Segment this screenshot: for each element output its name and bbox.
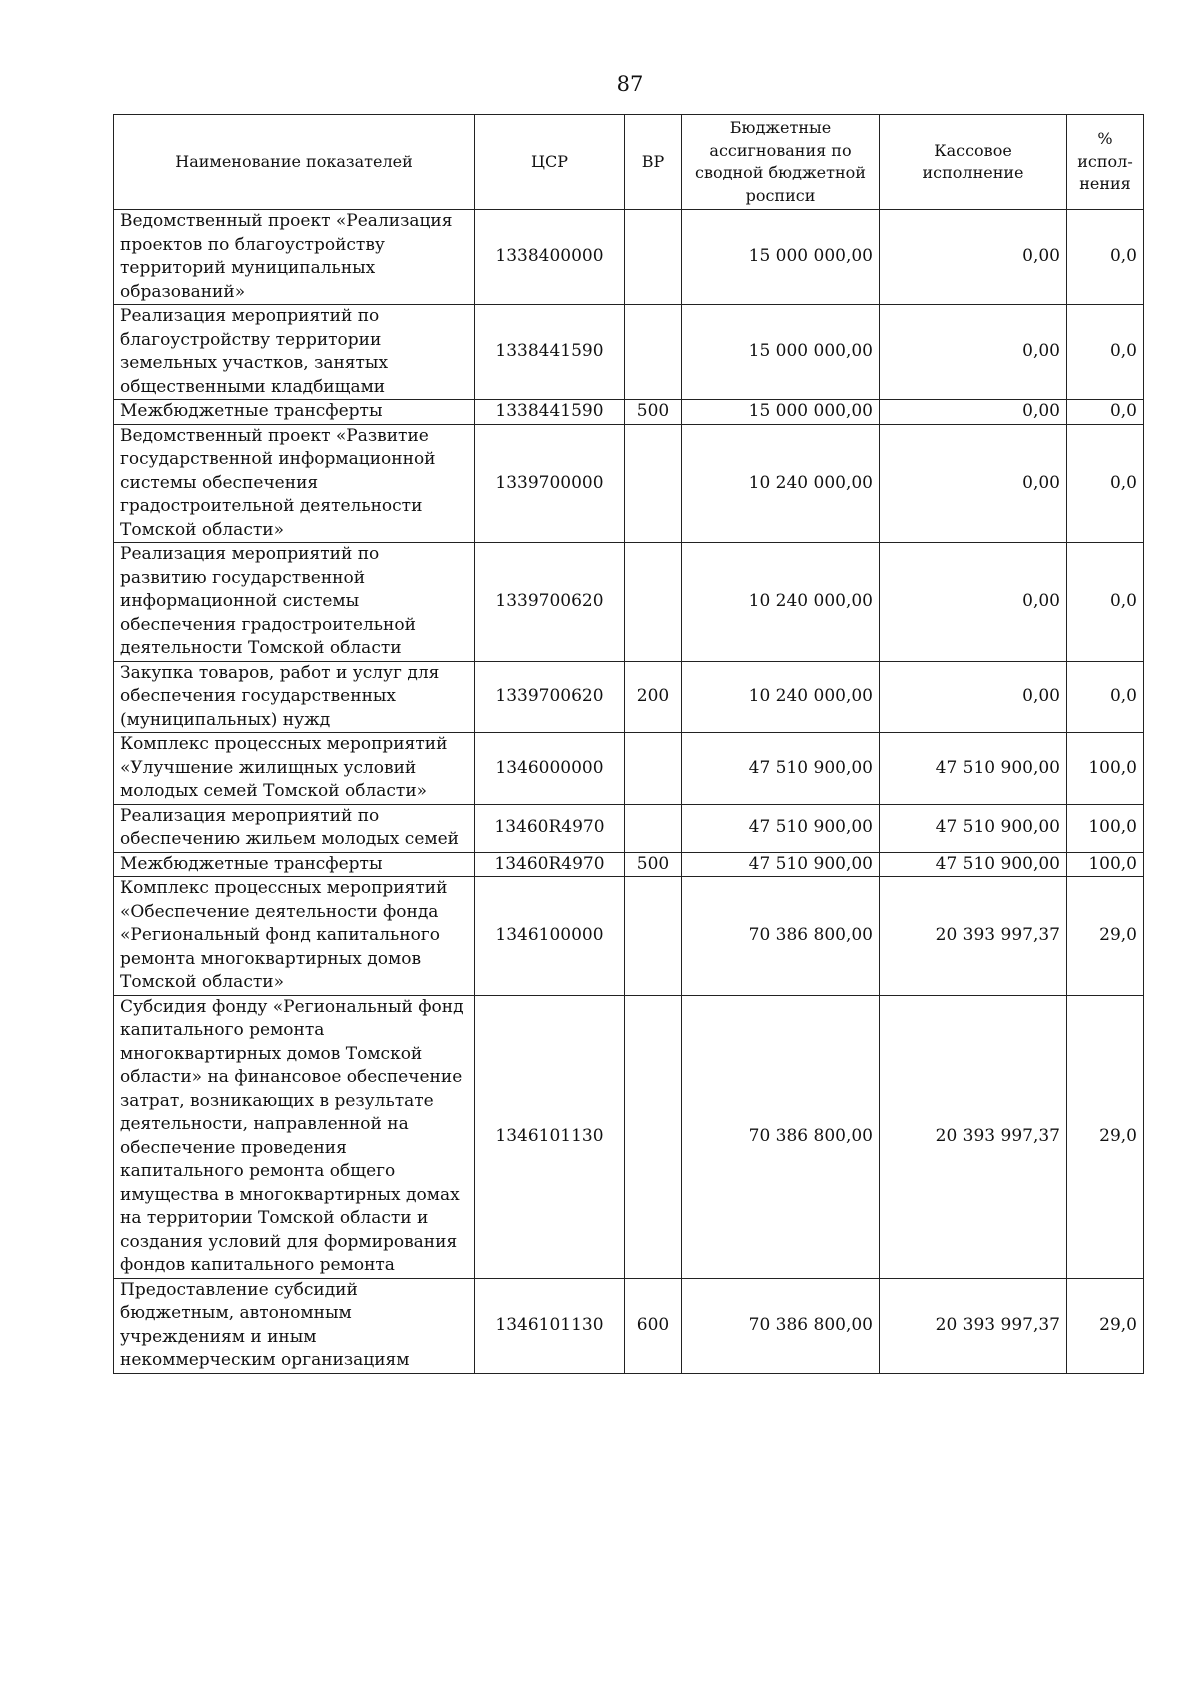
- row-csr: 1346101130: [475, 995, 625, 1278]
- row-vr: 500: [625, 400, 682, 425]
- row-name: Комплекс процессных мероприятий «Обеспечение деятельности фонда «Региональный фонд капитального ремонта многоквартирных домов Томской области»: [114, 877, 475, 996]
- table-header-row: [114, 115, 1144, 210]
- row-name: Реализация мероприятий по обеспечению жильем молодых семей: [114, 804, 475, 852]
- row-name: Реализация мероприятий по благоустройству территории земельных участков, занятых общественными кладбищами: [114, 305, 475, 400]
- row-percent: 100,0: [1067, 804, 1144, 852]
- header-name: Наименование показателей: [114, 115, 475, 210]
- row-vr: 500: [625, 852, 682, 877]
- row-csr: 13460R4970: [475, 852, 625, 877]
- table-row: [114, 305, 1144, 400]
- header-cash: Кассовое исполнение: [880, 115, 1067, 210]
- row-name: Межбюджетные трансферты: [114, 400, 475, 425]
- row-budget: 70 386 800,00: [682, 877, 880, 996]
- row-vr: [625, 305, 682, 400]
- row-percent: 100,0: [1067, 733, 1144, 805]
- row-cash: 20 393 997,37: [880, 1278, 1067, 1373]
- row-vr: [625, 995, 682, 1278]
- header-vr: ВР: [625, 115, 682, 210]
- row-percent: 29,0: [1067, 1278, 1144, 1373]
- row-percent: 0,0: [1067, 305, 1144, 400]
- row-csr: 13460R4970: [475, 804, 625, 852]
- row-name: Ведомственный проект «Реализация проектов по благоустройству территорий муниципальных образований»: [114, 210, 475, 305]
- header-budget: Бюджетные ассигнования по сводной бюджетной росписи: [682, 115, 880, 210]
- row-budget: 47 510 900,00: [682, 852, 880, 877]
- row-budget: 10 240 000,00: [682, 543, 880, 662]
- row-cash: 0,00: [880, 661, 1067, 733]
- row-vr: [625, 733, 682, 805]
- row-percent: 0,0: [1067, 400, 1144, 425]
- row-budget: 15 000 000,00: [682, 305, 880, 400]
- row-cash: 47 510 900,00: [880, 733, 1067, 805]
- table-row: [114, 424, 1144, 543]
- header-csr: ЦСР: [475, 115, 625, 210]
- row-vr: 200: [625, 661, 682, 733]
- budget-execution-table: [113, 114, 1144, 1374]
- row-vr: [625, 424, 682, 543]
- row-cash: 0,00: [880, 210, 1067, 305]
- row-vr: [625, 543, 682, 662]
- row-cash: 20 393 997,37: [880, 995, 1067, 1278]
- table-row: [114, 995, 1144, 1278]
- table-row: [114, 210, 1144, 305]
- row-csr: 1346100000: [475, 877, 625, 996]
- row-percent: 29,0: [1067, 995, 1144, 1278]
- row-name: Закупка товаров, работ и услуг для обеспечения государственных (муниципальных) нужд: [114, 661, 475, 733]
- row-cash: 20 393 997,37: [880, 877, 1067, 996]
- row-percent: 0,0: [1067, 661, 1144, 733]
- row-budget: 10 240 000,00: [682, 424, 880, 543]
- row-percent: 0,0: [1067, 543, 1144, 662]
- table-row: [114, 1278, 1144, 1373]
- row-csr: 1346000000: [475, 733, 625, 805]
- row-cash: 47 510 900,00: [880, 804, 1067, 852]
- table-row: [114, 877, 1144, 996]
- row-percent: 100,0: [1067, 852, 1144, 877]
- row-budget: 10 240 000,00: [682, 661, 880, 733]
- row-name: Предоставление субсидий бюджетным, автономным учреждениям и иным некоммерческим организациям: [114, 1278, 475, 1373]
- row-budget: 15 000 000,00: [682, 210, 880, 305]
- row-cash: 0,00: [880, 424, 1067, 543]
- row-cash: 47 510 900,00: [880, 852, 1067, 877]
- row-budget: 15 000 000,00: [682, 400, 880, 425]
- row-budget: 47 510 900,00: [682, 804, 880, 852]
- table-row: [114, 804, 1144, 852]
- table-row: [114, 733, 1144, 805]
- row-name: Реализация мероприятий по развитию государственной информационной системы обеспечения градостроительной деятельности Томской области: [114, 543, 475, 662]
- page-number: 87: [616, 72, 644, 96]
- row-budget: 70 386 800,00: [682, 995, 880, 1278]
- row-csr: 1339700620: [475, 543, 625, 662]
- row-vr: [625, 877, 682, 996]
- row-percent: 29,0: [1067, 877, 1144, 996]
- row-name: Комплекс процессных мероприятий «Улучшение жилищных условий молодых семей Томской области»: [114, 733, 475, 805]
- row-csr: 1338441590: [475, 305, 625, 400]
- table-row: [114, 661, 1144, 733]
- row-cash: 0,00: [880, 305, 1067, 400]
- row-csr: 1338400000: [475, 210, 625, 305]
- row-cash: 0,00: [880, 400, 1067, 425]
- header-percent: % испол-нения: [1067, 115, 1144, 210]
- row-budget: 47 510 900,00: [682, 733, 880, 805]
- row-vr: 600: [625, 1278, 682, 1373]
- row-name: Ведомственный проект «Развитие государственной информационной системы обеспечения градостроительной деятельности Томской области»: [114, 424, 475, 543]
- table-row: [114, 852, 1144, 877]
- row-percent: 0,0: [1067, 210, 1144, 305]
- row-vr: [625, 804, 682, 852]
- row-percent: 0,0: [1067, 424, 1144, 543]
- table-row: [114, 543, 1144, 662]
- row-csr: 1339700000: [475, 424, 625, 543]
- row-csr: 1346101130: [475, 1278, 625, 1373]
- row-csr: 1338441590: [475, 400, 625, 425]
- row-csr: 1339700620: [475, 661, 625, 733]
- row-cash: 0,00: [880, 543, 1067, 662]
- table-row: [114, 400, 1144, 425]
- row-name: Межбюджетные трансферты: [114, 852, 475, 877]
- row-budget: 70 386 800,00: [682, 1278, 880, 1373]
- row-name: Субсидия фонду «Региональный фонд капитального ремонта многоквартирных домов Томской области» на финансовое обеспечение затрат, возникающих в результате деятельности, направленной на обеспечение проведения капитального ремонта общего имущества в многоквартирных домах на территории Томской области и создания условий для формирования фондов капитального ремонта: [114, 995, 475, 1278]
- row-vr: [625, 210, 682, 305]
